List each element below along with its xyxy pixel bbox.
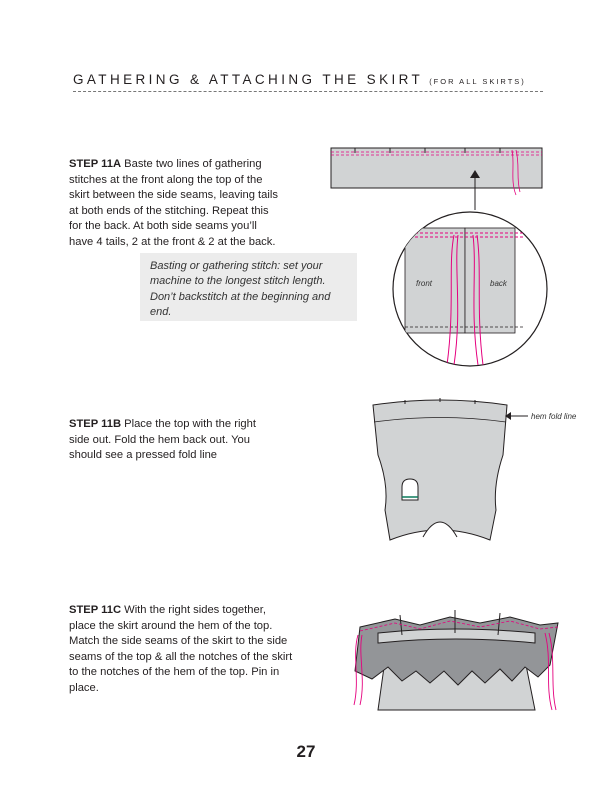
stitch-note-text: Basting or gathering stitch: set your machine to the longest stitch length. Don’t backstitch at the beginning and end. <box>150 260 331 319</box>
step-11b-label: STEP 11B <box>69 418 122 430</box>
step-11a-paragraph <box>69 157 284 251</box>
label-hem-fold-line: hem fold line <box>531 412 577 421</box>
top-body <box>373 400 507 540</box>
stitch-note-box <box>140 253 357 321</box>
step-11c-label: STEP 11C <box>69 604 122 616</box>
section-subtitle: (FOR ALL SKIRTS) <box>429 77 526 86</box>
label-front: front <box>416 279 433 288</box>
page-header <box>73 71 543 89</box>
page-number: 27 <box>296 742 316 761</box>
figure-11b-top-hem <box>365 395 612 545</box>
label-back: back <box>490 279 507 288</box>
section-title: GATHERING & ATTACHING THE SKIRT <box>73 72 424 87</box>
header-divider <box>73 91 543 92</box>
figure-11c-skirt-pinned <box>340 605 570 715</box>
step-11b-text: Place the top with the right side out. Fold the hem back out. You should see a pressed fold line <box>69 418 256 462</box>
step-11a-label: STEP 11A <box>69 158 122 170</box>
step-11a-text: Baste two lines of gathering stitches at the front along the top of the skirt between the side seams, leaving tails at both ends of the stitching. Repeat this for the back. At both side seams you’ll have 4 tails, 2 at the front & 2 at the back. <box>69 158 278 248</box>
step-11c-paragraph <box>69 603 294 697</box>
skirt-strip <box>331 148 542 188</box>
zoom-front-panel <box>405 228 465 333</box>
figure-11a-skirt-basting <box>330 140 560 380</box>
step-11b-paragraph <box>69 417 279 464</box>
step-11c-text: With the right sides together, place the skirt around the hem of the top. Match the side seams of the skirt to the side seams of the top & all the notches of the skirt to the notches of the hem of the top. Pin in place. <box>69 604 293 694</box>
